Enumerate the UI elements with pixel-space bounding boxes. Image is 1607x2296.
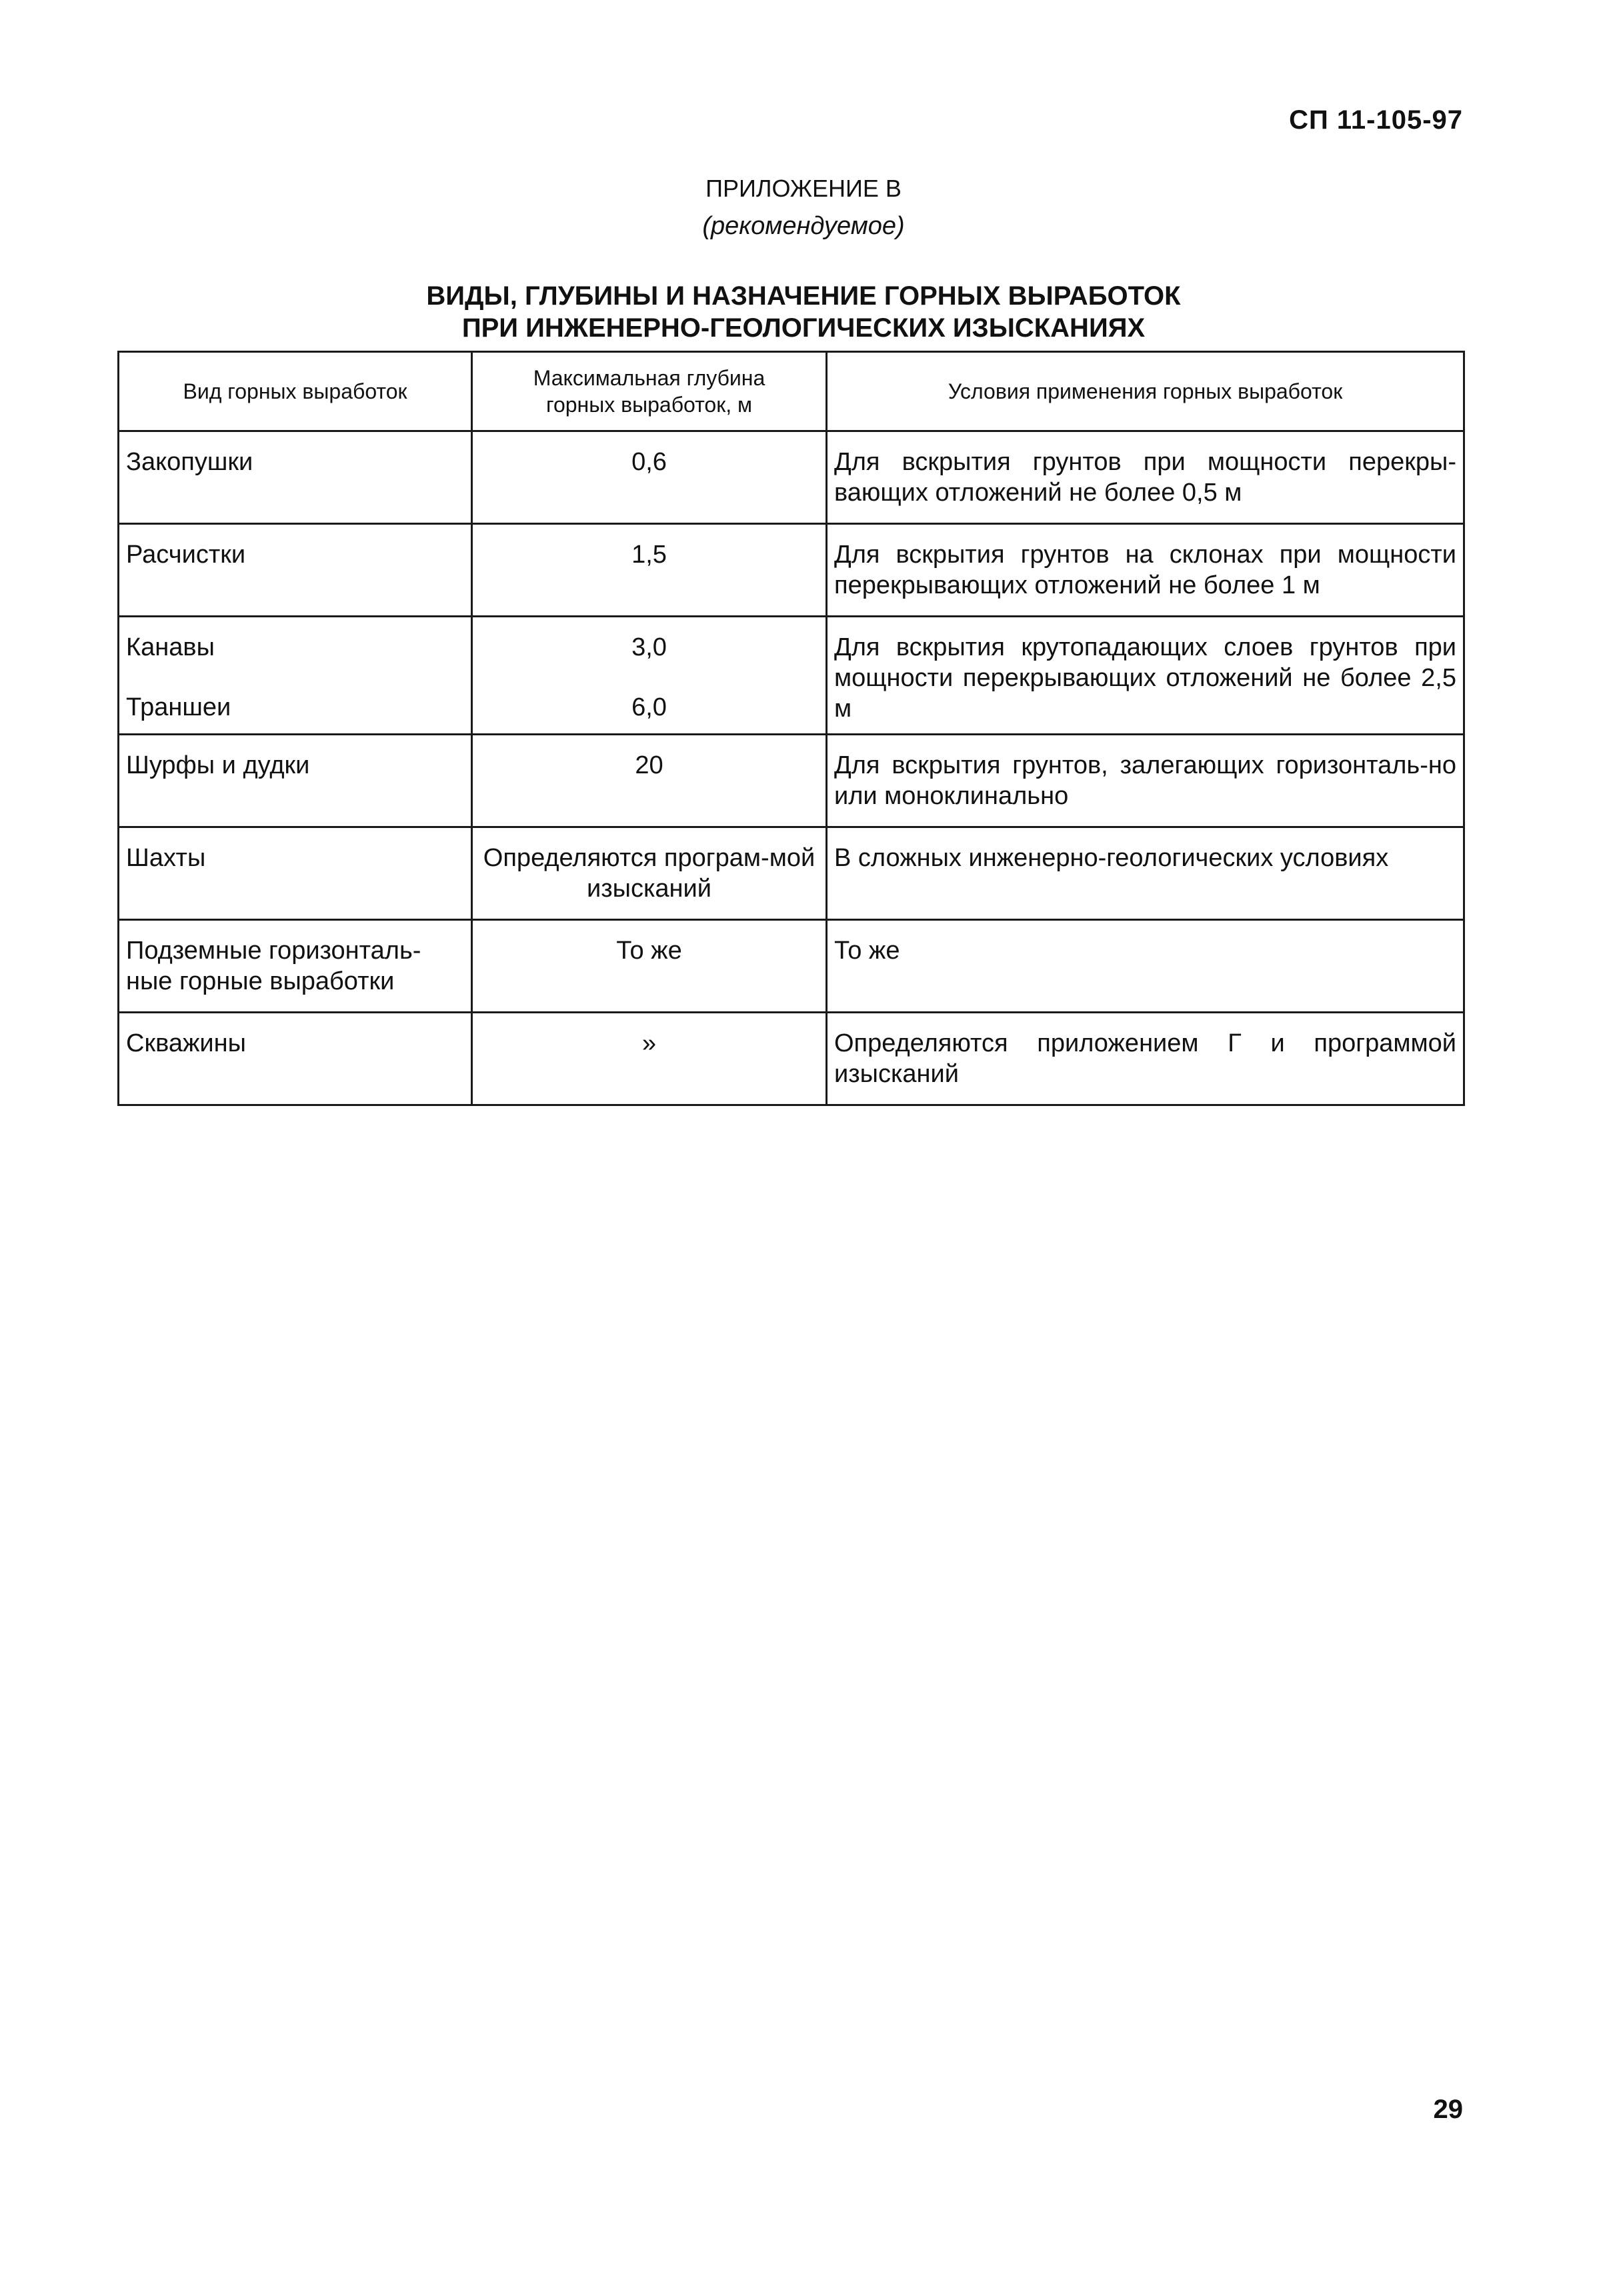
table-row bbox=[119, 524, 1464, 617]
column-header-depth-line-1: Максимальная глубина bbox=[533, 366, 765, 390]
table-row bbox=[119, 827, 1464, 920]
table-row bbox=[119, 431, 1464, 524]
cell-type: Расчистки bbox=[119, 524, 472, 617]
table-row bbox=[119, 617, 1464, 735]
main-heading bbox=[0, 280, 1607, 344]
cell-conditions: Для вскрытия грунтов при мощности перекры-вающих отложений не более 0,5 м bbox=[827, 431, 1464, 524]
cell-depth: 1,5 bbox=[472, 524, 827, 617]
column-header-depth-line-2: горных выработок, м bbox=[545, 393, 752, 417]
cell-depth: Определяются програм-мой изысканий bbox=[472, 827, 827, 920]
cell-depth: 0,6 bbox=[472, 431, 827, 524]
cell-depth: То же bbox=[472, 920, 827, 1013]
cell-depth-line-2: 6,0 bbox=[631, 693, 667, 721]
column-header-conditions: Условия применения горных выработок bbox=[827, 352, 1464, 431]
cell-depth bbox=[472, 617, 827, 735]
table-row bbox=[119, 1013, 1464, 1105]
document-code: СП 11-105-97 bbox=[1289, 105, 1463, 135]
cell-conditions: Определяются приложением Г и программой изысканий bbox=[827, 1013, 1464, 1105]
cell-conditions: Для вскрытия крутопадающих слоев грунтов при мощности перекрывающих отложений не более 2,5 м bbox=[827, 617, 1464, 735]
cell-type: Закопушки bbox=[119, 431, 472, 524]
appendix-title: ПРИЛОЖЕНИЕ В bbox=[705, 175, 902, 202]
main-heading-line-2: ПРИ ИНЖЕНЕРНО-ГЕОЛОГИЧЕСКИХ ИЗЫСКАНИЯХ bbox=[461, 313, 1146, 343]
appendix-note: (рекомендуемое) bbox=[702, 212, 905, 240]
cell-depth-line-1: 3,0 bbox=[631, 633, 667, 661]
cell-conditions: Для вскрытия грунтов на склонах при мощности перекрывающих отложений не более 1 м bbox=[827, 524, 1464, 617]
cell-type: Скважины bbox=[119, 1013, 472, 1105]
table-row bbox=[119, 920, 1464, 1013]
cell-type: Шахты bbox=[119, 827, 472, 920]
cell-conditions: То же bbox=[827, 920, 1464, 1013]
cell-conditions: Для вскрытия грунтов, залегающих горизонталь-но или моноклинально bbox=[827, 735, 1464, 827]
cell-type-line-2: Траншеи bbox=[126, 693, 231, 721]
cell-conditions: В сложных инженерно-геологических условиях bbox=[827, 827, 1464, 920]
mining-works-table bbox=[117, 351, 1465, 1106]
cell-type: Подземные горизонталь-ные горные выработки bbox=[119, 920, 472, 1013]
table-header-row bbox=[119, 352, 1464, 431]
cell-type: Шурфы и дудки bbox=[119, 735, 472, 827]
cell-type-line-1: Канавы bbox=[126, 633, 215, 661]
cell-type bbox=[119, 617, 472, 735]
column-header-type: Вид горных выработок bbox=[119, 352, 472, 431]
page-number: 29 bbox=[1433, 2095, 1463, 2124]
cell-depth: 20 bbox=[472, 735, 827, 827]
cell-depth: » bbox=[472, 1013, 827, 1105]
main-heading-line-1: ВИДЫ, ГЛУБИНЫ И НАЗНАЧЕНИЕ ГОРНЫХ ВЫРАБОТОК bbox=[426, 281, 1181, 311]
column-header-depth bbox=[472, 352, 827, 431]
table-row bbox=[119, 735, 1464, 827]
